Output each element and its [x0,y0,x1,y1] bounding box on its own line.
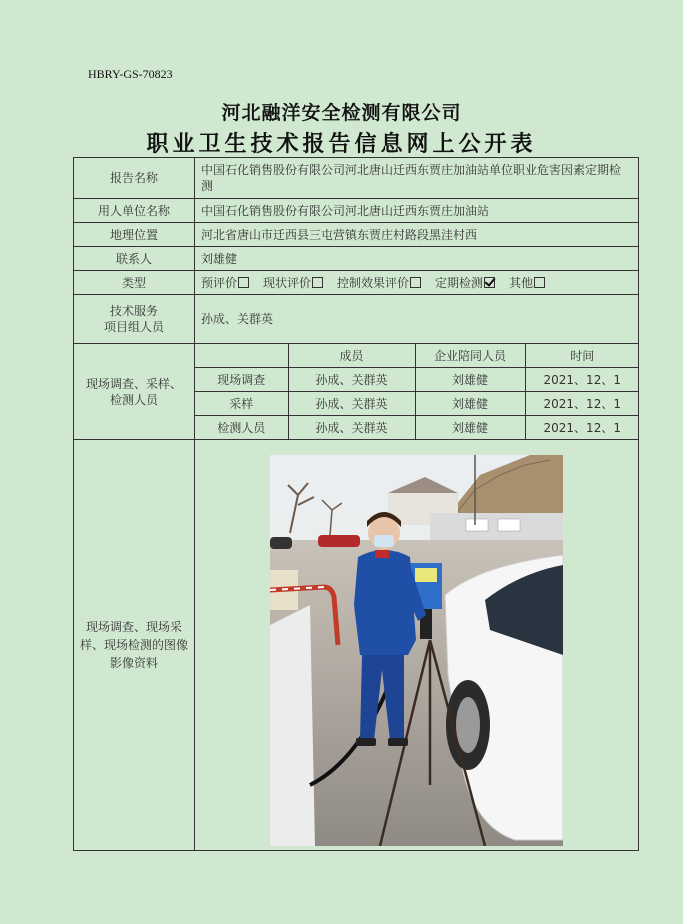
contact-label: 联系人 [74,247,195,271]
team-value: 孙成、关群英 [195,295,639,344]
table-row [195,416,639,440]
option-label: 现状评价 [263,275,312,290]
option-label: 控制效果评价 [337,275,410,290]
survey-row-members: 孙成、关群英 [288,392,415,416]
table-row [195,392,639,416]
checkbox-icon[interactable] [238,277,249,288]
type-option-pre-eval[interactable] [201,276,263,290]
row-survey [74,344,639,440]
table-row [195,368,639,392]
option-label: 其他 [509,275,534,290]
survey-header-row [195,344,639,368]
checkbox-icon[interactable] [534,277,545,288]
type-label: 类型 [74,271,195,295]
survey-row-time: 2021、12、1 [525,392,639,416]
row-contact [74,247,639,271]
survey-row-label: 检测人员 [195,416,288,440]
type-option-periodic[interactable] [435,276,509,290]
survey-row-escort: 刘雄健 [415,416,525,440]
document-code: HBRY-GS-70823 [88,67,173,81]
survey-row-members: 孙成、关群英 [288,416,415,440]
row-employer [74,199,639,223]
location-label: 地理位置 [74,223,195,247]
images-label: 现场调查、现场采样、现场检测的图像影像资料 [74,440,195,851]
survey-header-time: 时间 [525,344,639,368]
type-option-control-eval[interactable] [337,276,435,290]
survey-row-time: 2021、12、1 [525,368,639,392]
row-location [74,223,639,247]
company-name: 河北融洋安全检测有限公司 [221,102,462,124]
disclosure-table [73,157,639,851]
survey-row-escort: 刘雄健 [415,368,525,392]
survey-label-line2: 检测人员 [109,392,158,407]
survey-subtable [195,344,639,439]
team-label [74,295,195,344]
option-label: 预评价 [201,275,238,290]
employer-value: 中国石化销售股份有限公司河北唐山迁西东贾庄加油站 [195,199,639,223]
survey-header-members: 成员 [288,344,415,368]
employer-label: 用人单位名称 [74,199,195,223]
row-team [74,295,639,344]
contact-value: 刘雄健 [195,247,639,271]
option-label: 定期检测 [435,275,484,290]
type-option-other[interactable] [509,276,545,290]
survey-subtable-cell [195,344,639,440]
type-options [195,271,639,295]
row-images [74,440,639,851]
checkbox-icon[interactable] [410,277,421,288]
survey-label [74,344,195,440]
photo-cell [195,440,639,851]
survey-row-label: 采样 [195,392,288,416]
row-type [74,271,639,295]
location-value: 河北省唐山市迁西县三屯营镇东贾庄村路段黑洼村西 [195,223,639,247]
page-title: 职业卫生技术报告信息网上公开表 [146,131,537,157]
report-name-value: 中国石化销售股份有限公司河北唐山迁西东贾庄加油站单位职业危害因素定期检测 [195,158,639,199]
team-label-line1: 技术服务 [109,304,158,318]
row-report-name [74,158,639,199]
survey-header-escort: 企业陪同人员 [415,344,525,368]
type-option-status-eval[interactable] [263,276,337,290]
checked-checkbox-icon[interactable] [484,277,495,288]
survey-row-members: 孙成、关群英 [288,368,415,392]
survey-row-label: 现场调查 [195,368,288,392]
site-sampling-photo [270,455,563,846]
survey-row-time: 2021、12、1 [525,416,639,440]
report-name-label: 报告名称 [74,158,195,199]
survey-row-escort: 刘雄健 [415,392,525,416]
checkbox-icon[interactable] [312,277,323,288]
team-label-line2: 项目组人员 [103,320,164,334]
survey-header-blank [195,344,288,368]
survey-label-line1: 现场调查、采样、 [85,376,182,391]
